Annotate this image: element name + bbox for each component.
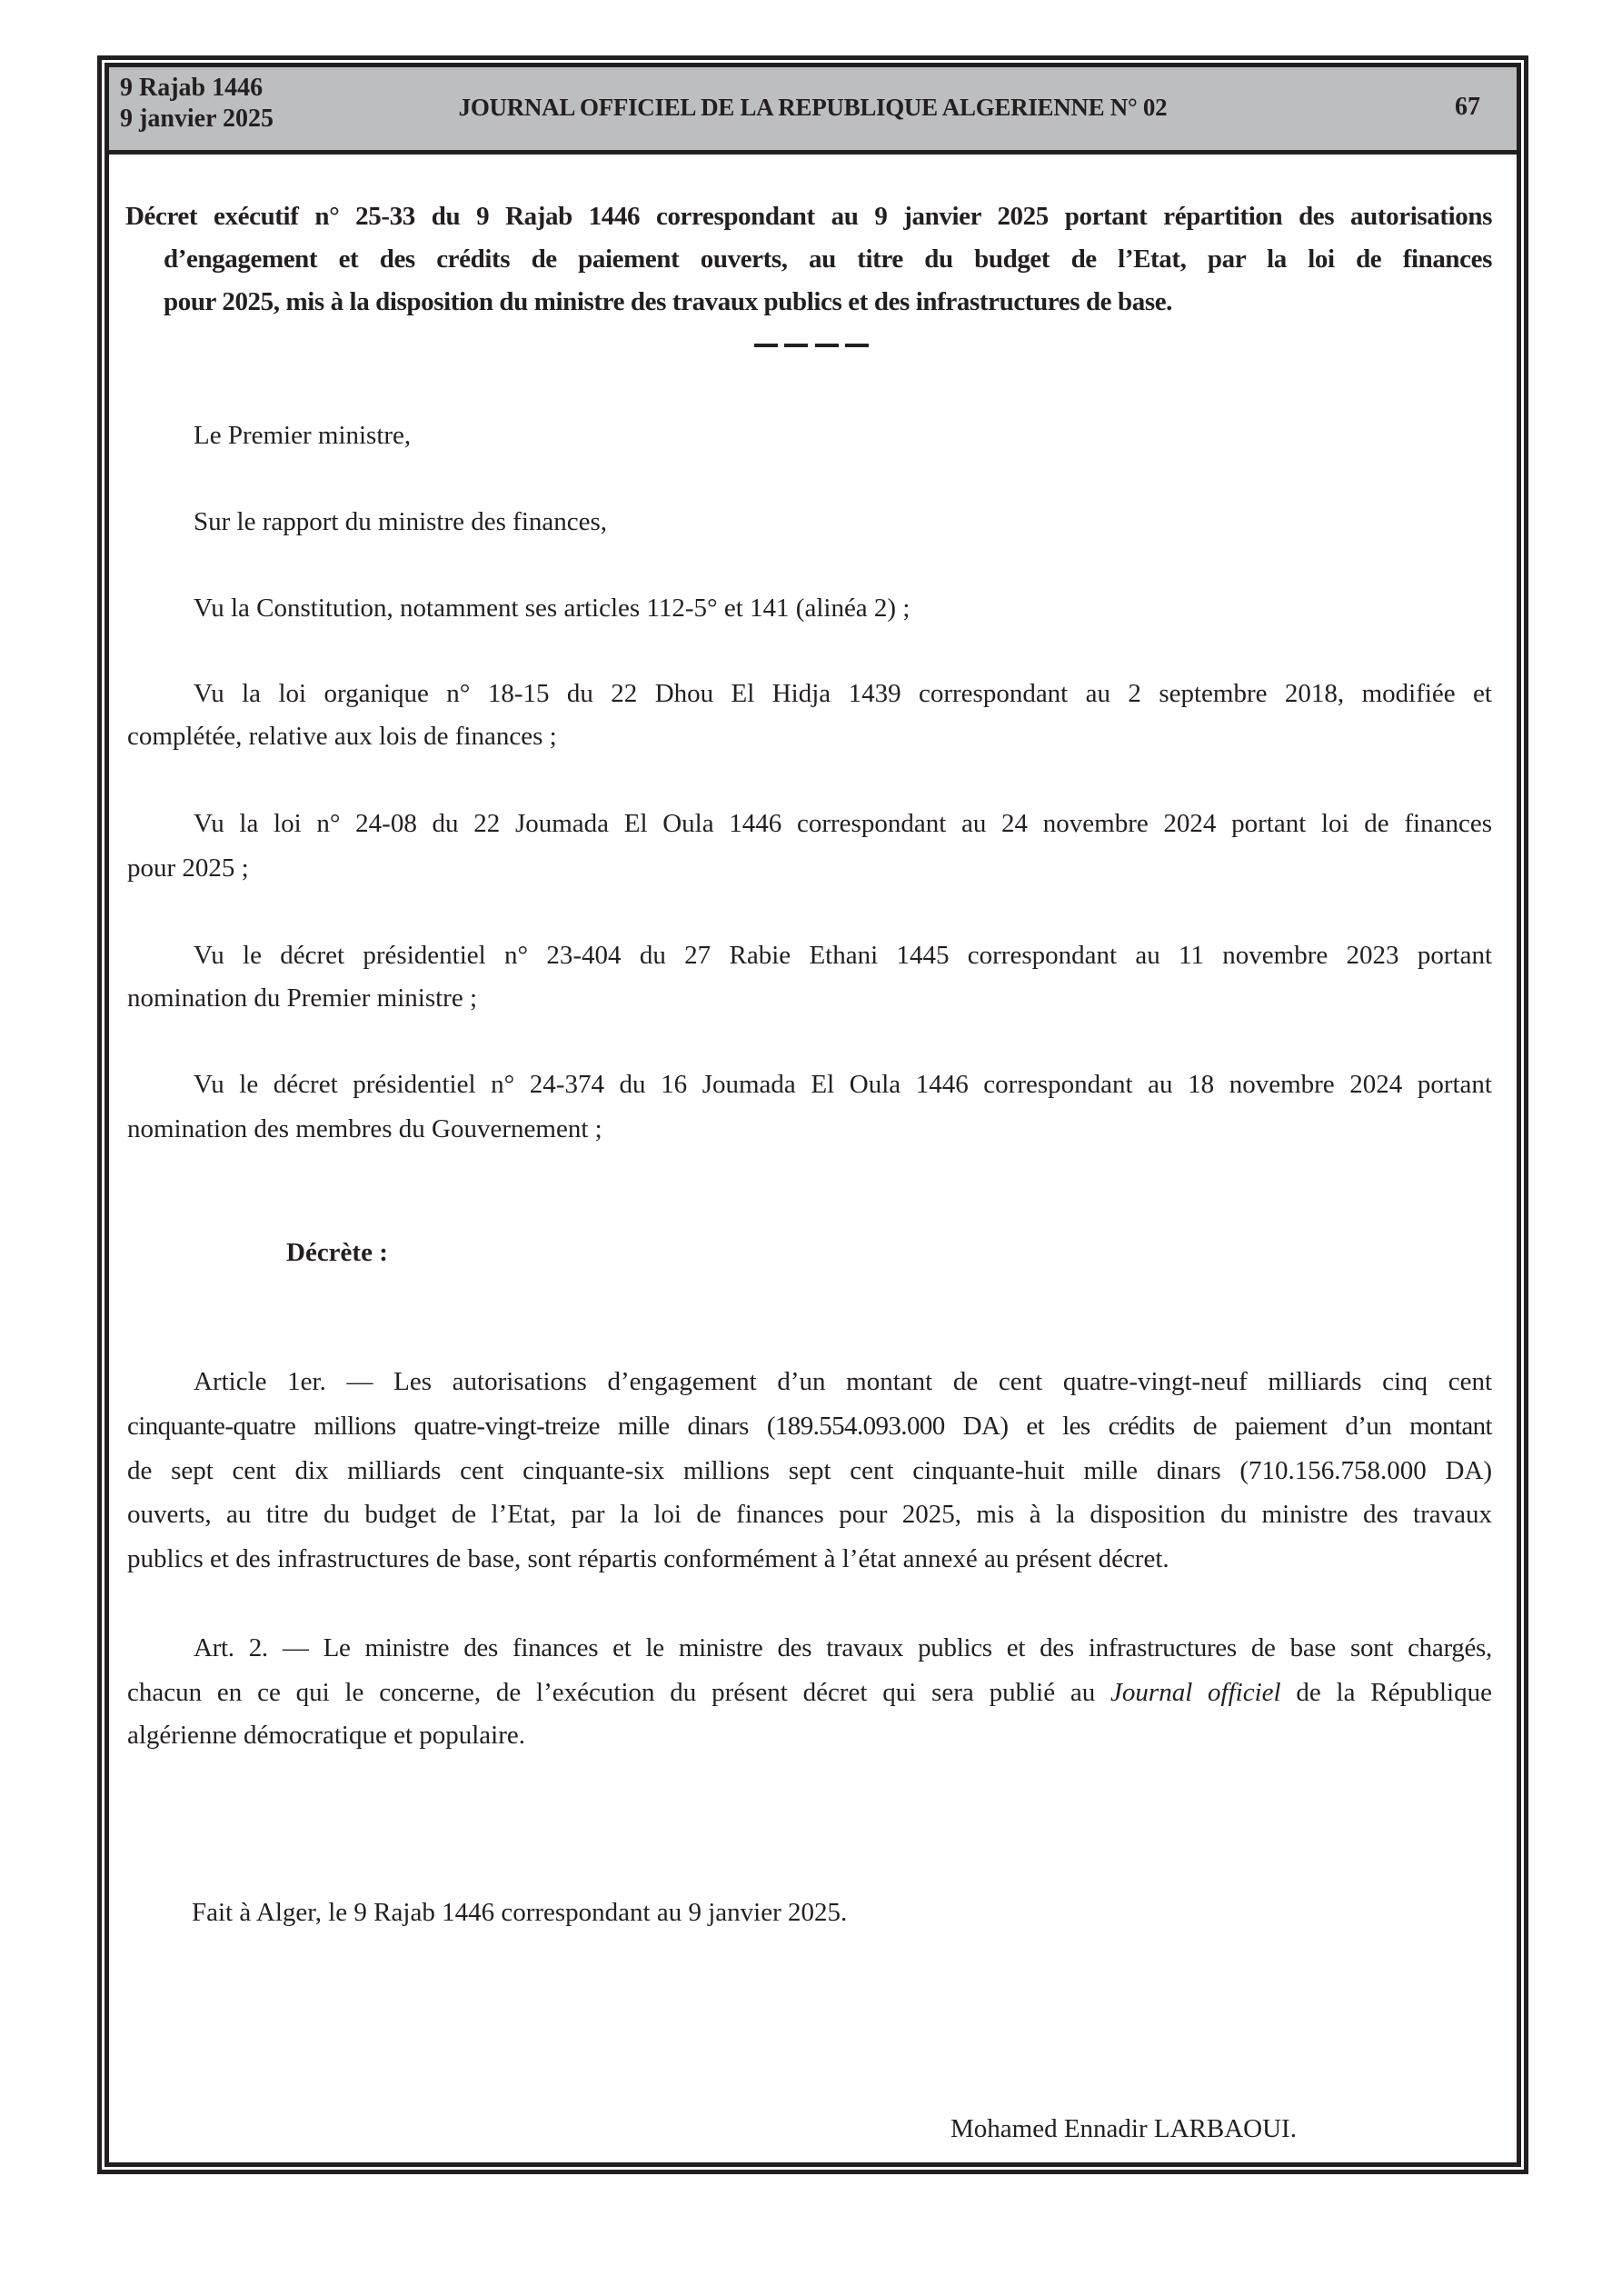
- header-page-number: 67: [1455, 93, 1480, 121]
- visa-finance-law-line-1: Vu la loi n° 24-08 du 22 Joumada El Oula 1446 correspondant au 24 novembre 2024 portant loi de finances: [194, 809, 1492, 838]
- decree-title-line-3: pour 2025, mis à la disposition du ministre des travaux publics et des infrastructures de base.: [164, 287, 1173, 316]
- place-and-date: Fait à Alger, le 9 Rajab 1446 correspondant au 9 janvier 2025.: [192, 1898, 848, 1927]
- visa-pm-decree-line-1: Vu le décret présidentiel n° 23-404 du 27 Rabie Ethani 1445 correspondant au 11 novembre 2023 portant: [194, 941, 1492, 970]
- header-date-hijri: 9 Rajab 1446: [120, 74, 264, 102]
- article-1-line-5: publics et des infrastructures de base, sont répartis conformément à l’état annexé au présent décret.: [127, 1544, 1169, 1573]
- visa-finance-law-line-2: pour 2025 ;: [127, 854, 249, 883]
- journal-header: [109, 67, 1517, 155]
- signatory-name: Mohamed Ennadir LARBAOUI.: [950, 2114, 1297, 2143]
- visa-organic-law-line-2: complétée, relative aux lois de finances ;: [127, 722, 557, 751]
- visa-gov-decree-line-1: Vu le décret présidentiel n° 24-374 du 16 Joumada El Oula 1446 correspondant au 18 novembre 2024 portant: [194, 1070, 1492, 1099]
- title-separator: [754, 344, 869, 347]
- article-2-line-2-start: chacun en ce qui le concerne, de l’exécution du présent décret qui sera publié au: [127, 1678, 1111, 1707]
- preamble-author: Le Premier ministre,: [194, 421, 412, 450]
- article-2-line-3: algérienne démocratique et populaire.: [127, 1721, 526, 1750]
- decrees-label: Décrète :: [286, 1238, 388, 1267]
- article-1-line-1: Article 1er. — Les autorisations d’engagement d’un montant de cent quatre-vingt-neuf milliards cinq cent: [194, 1367, 1492, 1396]
- article-2-line-2: [127, 1674, 1492, 1711]
- article-2-line-2-end: de la République: [1280, 1678, 1492, 1707]
- visa-organic-law-line-1: Vu la loi organique n° 18-15 du 22 Dhou El Hidja 1439 correspondant au 2 septembre 2018, modifiée et: [194, 679, 1492, 708]
- preamble-report: Sur le rapport du ministre des finances,: [194, 507, 608, 536]
- header-date-gregorian: 9 janvier 2025: [120, 105, 274, 133]
- article-1-line-4: ouverts, au titre du budget de l’Etat, par la loi de finances pour 2025, mis à la disposition du ministre des travaux: [127, 1500, 1492, 1529]
- article-2-line-1: Art. 2. — Le ministre des finances et le ministre des travaux publics et des infrastructures de base sont chargés,: [194, 1633, 1492, 1662]
- visa-pm-decree-line-2: nomination du Premier ministre ;: [127, 983, 478, 1013]
- article-1-line-3: de sept cent dix milliards cent cinquante-six millions sept cent cinquante-huit mille dinars (710.156.758.000 DA): [127, 1456, 1492, 1485]
- decree-title-line-1: Décret exécutif n° 25-33 du 9 Rajab 1446 correspondant au 9 janvier 2025 portant répartition des autorisations: [125, 202, 1492, 231]
- decree-title-line-2: d’engagement et des crédits de paiement ouverts, au titre du budget de l’Etat, par la loi de finances: [164, 245, 1492, 274]
- visa-constitution: Vu la Constitution, notamment ses articles 112-5° et 141 (alinéa 2) ;: [194, 594, 911, 623]
- journal-officiel-italic: Journal officiel: [1110, 1678, 1281, 1707]
- article-1-line-2: cinquante-quatre millions quatre-vingt-treize mille dinars (189.554.093.000 DA) et les crédits de paiement d’un montant: [127, 1412, 1492, 1441]
- header-journal-title: JOURNAL OFFICIEL DE LA REPUBLIQUE ALGERIENNE N° 02: [458, 94, 1168, 121]
- visa-gov-decree-line-2: nomination des membres du Gouvernement ;: [127, 1114, 602, 1143]
